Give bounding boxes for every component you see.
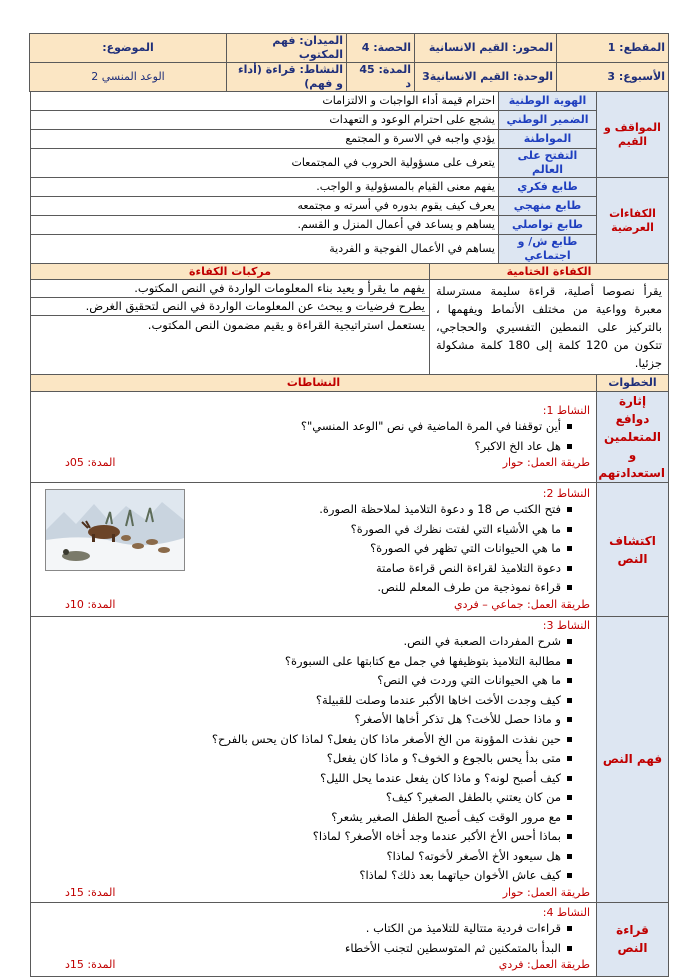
domain-field: الميدان: فهم المكتوب xyxy=(227,34,347,63)
comp-text-3: يساهم في الأعمال الفوجية و الفردية xyxy=(31,235,499,264)
components-title: مركبات الكفاءة xyxy=(31,264,430,280)
list-item: مع مرور الوقت كيف أصبح الطفل الصغير يشعر؟ xyxy=(35,808,572,828)
list-item: كيف وجدت الأخت اخاها الأكبر عندما وصلت للقبيلة؟ xyxy=(35,691,572,711)
list-item: كيف عاش الأخوان حياتهما بعد ذلك؟ لماذا؟ xyxy=(35,866,572,886)
list-item: هل سيعود الأخ الأصغر لأخوته؟ لماذا؟ xyxy=(35,847,572,867)
list-item: ما هي الحيوانات التي وردت في النص؟ xyxy=(35,671,572,691)
session: الحصة: 4 xyxy=(347,34,415,63)
list-item: أين توقفنا في المرة الماضية في نص "الوعد المنسي"؟ xyxy=(35,417,572,437)
axis: المحور: القيم الانسانية xyxy=(415,34,557,63)
comp-text-1: يعرف كيف يقوم بدوره في أسرته و مجتمعه xyxy=(31,197,499,216)
step-motivation: إثارة دوافع المتعلمين و استعدادتهم xyxy=(597,392,669,483)
comp-title-0: طابع فكري xyxy=(499,178,597,197)
list-item: بماذا أحس الأخ الأكبر عندما وجد أخاه الأصغر؟ لماذا؟ xyxy=(35,827,572,847)
values-text-3: يتعرف على مسؤولية الحروب في المجتمعات xyxy=(31,149,499,178)
list-item: فتح الكتب ص 18 و دعوة التلاميذ لملاحظة الصورة. xyxy=(35,500,572,520)
values-label: المواقف و القيم xyxy=(597,92,669,178)
steps-column-header: الخطوات xyxy=(597,375,669,392)
activity-type: النشاط: قراءة (أداء و فهم) xyxy=(227,63,347,92)
step-reading: قراءة النص xyxy=(597,902,669,976)
activity-3 xyxy=(31,617,597,903)
activity-1 xyxy=(31,392,597,483)
activity-2-method: طريقة العمل: جماعي – فردي xyxy=(453,597,590,611)
final-competency-title: الكفاءة الختامية xyxy=(430,264,669,280)
final-competency-text: يقرأ نصوصا أصلية، قراءة سليمة مسترسلة معبرة وواعية من مختلف الأنماط ويفهمها ، بالتركيز على النمطين التفسيري والحجاجي، تتكون من 120 كلمة إلى 180 كلمة مشكولة جزئيا. xyxy=(430,280,669,375)
values-competencies-table xyxy=(30,91,669,264)
values-text-0: احترام قيمة أداء الواجبات و الالتزامات xyxy=(31,92,499,111)
list-item: دعوة التلاميذ لقراءة النص قراءة صامتة xyxy=(35,559,572,579)
component-1: يطرح فرضيات و يبحث عن المعلومات الواردة في النص لتحقيق الغرض. xyxy=(31,298,429,316)
list-item: ما هي الأشياء التي لفتت نظرك في الصورة؟ xyxy=(35,520,572,540)
list-item: مطالبة التلاميذ بتوظيفها في جمل مع كتابتها على السبورة؟ xyxy=(35,652,572,672)
component-0: يفهم ما يقرأ و يعيد بناء المعلومات الواردة في النص المكتوب. xyxy=(31,280,429,298)
activity-1-method: طريقة العمل: حوار xyxy=(502,456,590,469)
list-item: كيف أصبح لونه؟ و ماذا كان يفعل عندما يحل الليل؟ xyxy=(35,769,572,789)
duration: المدة: 45 د xyxy=(347,63,415,92)
values-title-1: الضمير الوطني xyxy=(499,111,597,130)
topic-label: الموضوع: xyxy=(30,34,227,63)
activities-column-header: النشاطات xyxy=(31,375,597,392)
values-title-2: المواطنة xyxy=(499,130,597,149)
list-item: هل عاد الخ الاكبر؟ xyxy=(35,437,572,457)
textbook-illustration xyxy=(45,489,185,571)
unit: الوحدة: القيم الانسانية3 xyxy=(415,63,557,92)
activities-table xyxy=(30,374,669,977)
activity-2-duration: المدة: 10د xyxy=(65,597,116,611)
list-item: و ماذا حصل للأخت؟ هل تذكر أخاها الأصغر؟ xyxy=(35,710,572,730)
values-title-0: الهوية الوطنية xyxy=(499,92,597,111)
values-text-1: يشجع على احترام الوعود و التعهدات xyxy=(31,111,499,130)
activity-3-method: طريقة العمل: حوار xyxy=(502,885,590,899)
activity-4 xyxy=(31,902,597,976)
step-discovery: اكتشاف النص xyxy=(597,483,669,617)
list-item: ما هي الحيوانات التي تظهر في الصورة؟ xyxy=(35,539,572,559)
step-comprehension: فهم النص xyxy=(597,617,669,903)
list-item: من كان يعتني بالطفل الصغير؟ كيف؟ xyxy=(35,788,572,808)
header-table xyxy=(29,33,669,92)
list-item: شرح المفردات الصعبة في النص. xyxy=(35,632,572,652)
lesson-sheet xyxy=(30,33,669,971)
activity-1-title: النشاط 1: xyxy=(542,404,590,417)
list-item: البدأ بالمتمكنين ثم المتوسطين لتجنب الأخطاء xyxy=(35,939,572,959)
list-item: حين نفذت المؤونة من الخ الأصغر ماذا كان يفعل؟ لماذا كان يحس بالفرح؟ xyxy=(35,730,572,750)
competencies-label: الكفاءات العرضية xyxy=(597,178,669,264)
snow-scene-image xyxy=(46,490,184,570)
week: الأسبوع: 3 xyxy=(557,63,669,92)
comp-title-3: طابع ش/ و اجتماعي xyxy=(499,235,597,264)
component-2: يستعمل استراتيجية القراءة و يقيم مضمون النص المكتوب. xyxy=(147,318,425,332)
activity-2 xyxy=(31,483,597,617)
activity-4-duration: المدة: 15د xyxy=(65,958,116,971)
comp-text-2: يساهم و يساعد في أعمال المنزل و القسم. xyxy=(31,216,499,235)
comp-text-0: يفهم معنى القيام بالمسؤولية و الواجب. xyxy=(31,178,499,197)
values-text-2: يؤدي واجبه في الاسرة و المجتمع xyxy=(31,130,499,149)
topic: الوعد المنسي 2 xyxy=(30,63,227,92)
activity-3-duration: المدة: 15د xyxy=(65,885,116,899)
list-item: متى بدأ يحس بالجوع و الخوف؟ و ماذا كان يفعل؟ xyxy=(35,749,572,769)
comp-title-2: طابع تواصلي xyxy=(499,216,597,235)
activity-4-title: النشاط 4: xyxy=(542,906,590,919)
segment: المقطع: 1 xyxy=(557,34,669,63)
activity-4-method: طريقة العمل: فردي xyxy=(498,958,590,971)
comp-title-1: طابع منهجي xyxy=(499,197,597,216)
values-title-3: التفتح على العالم xyxy=(499,149,597,178)
list-item: قراءة نموذجية من طرف المعلم للنص. xyxy=(35,578,572,598)
list-item: قراءات فردية متتالية للتلاميذ من الكتاب . xyxy=(35,919,572,939)
competency-table xyxy=(30,263,669,375)
activity-3-title: النشاط 3: xyxy=(542,619,590,632)
activity-1-duration: المدة: 05د xyxy=(65,456,116,469)
activity-2-title: النشاط 2: xyxy=(542,487,590,501)
